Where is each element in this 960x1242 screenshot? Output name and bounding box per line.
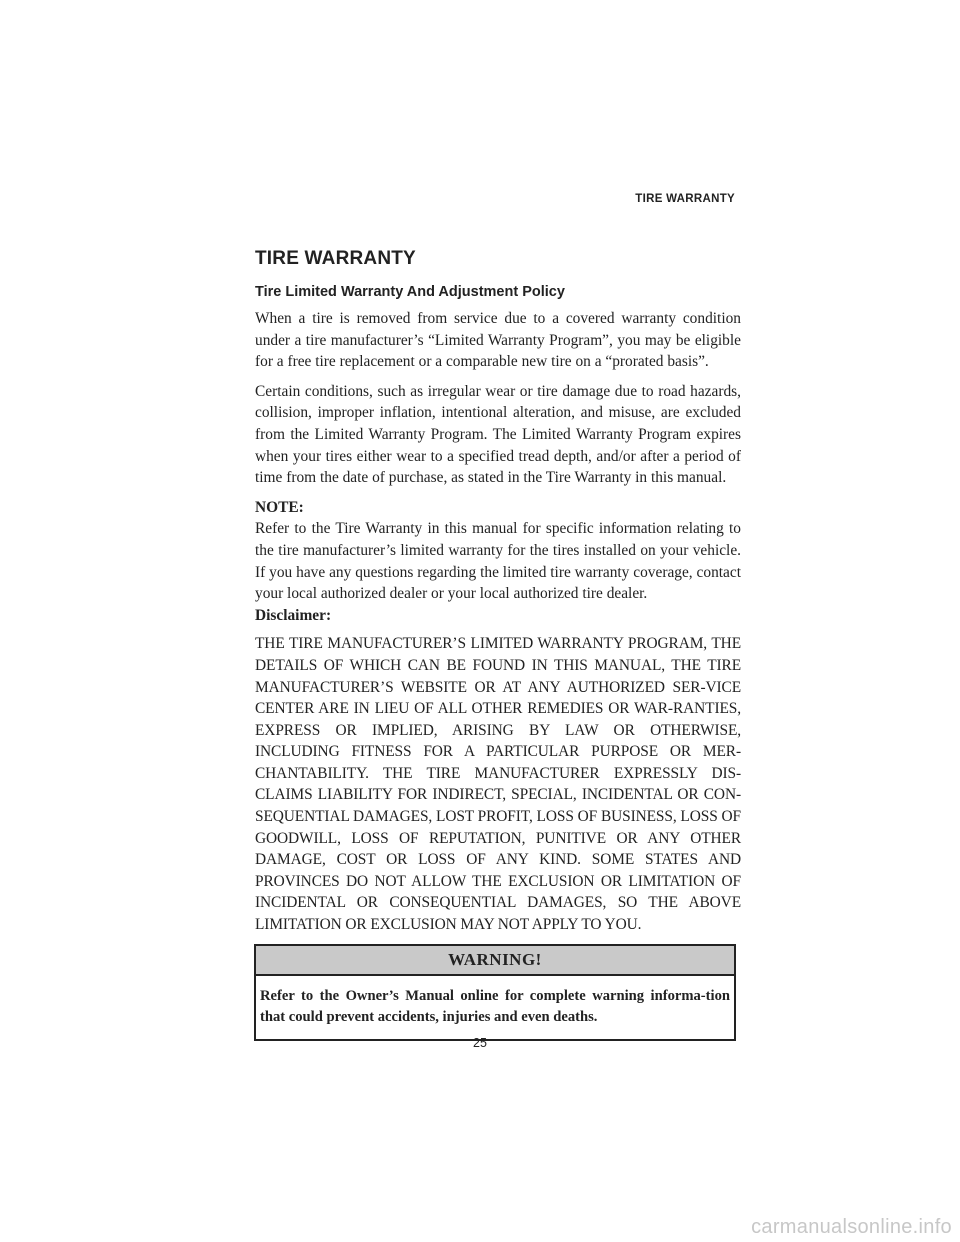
disclaimer-label: Disclaimer: [255, 606, 332, 624]
running-header: TIRE WARRANTY [635, 193, 735, 205]
disclaimer-text: THE TIRE MANUFACTURER’S LIMITED WARRANTY PROGRAM, THE DETAILS OF WHICH CAN BE FOUND IN THIS MANUAL, THE TIRE MANUFACTURER’S WEBSITE OR AT ANY AUTHORIZED SER-VICE CENTER ARE IN LIEU OF ALL OTHER REMEDIES OR WAR-RANTIES, EXPRESS OR IMPLIED, ARISING BY LAW OR OTHERWISE, INCLUDING FITNESS FOR A PARTICULAR PURPOSE OR MER-CHANTABILITY. THE TIRE MANUFACTURER EXPRESSLY DIS-CLAIMS LIABILITY FOR INDIRECT, SPECIAL, INCIDENTAL OR CON-SEQUENTIAL DAMAGES, LOST PROFIT, LOSS OF BUSINESS, LOSS OF GOODWILL, LOSS OF REPUTATION, PUNITIVE OR ANY OTHER DAMAGE, COST OR LOSS OF ANY KIND. SOME STATES AND PROVINCES DO NOT ALLOW THE EXCLUSION OR LIMITATION OF INCIDENTAL OR CONSEQUENTIAL DAMAGES, SO THE ABOVE LIMITATION OR EXCLUSION MAY NOT APPLY TO YOU. [255, 635, 741, 934]
note-label: NOTE: [255, 498, 304, 516]
subsection-title: Tire Limited Warranty And Adjustment Policy [255, 284, 565, 300]
warning-title: WARNING! [256, 946, 734, 976]
intro-paragraph: When a tire is removed from service due to a covered warranty condition under a tire manufacturer’s “Limited Warranty Program”, you may be eligible for a free tire replacement or a comparable new tire on a “prorated basis”. [255, 310, 741, 371]
page-number: 25 [473, 1036, 487, 1050]
warning-box [254, 944, 736, 1041]
section-title: TIRE WARRANTY [255, 248, 416, 269]
page-content [255, 248, 741, 1041]
watermark: carmanualsonline.info [751, 1216, 952, 1238]
note-text: Refer to the Tire Warranty in this manual for specific information relating to the tire manufacturer’s limited warranty for the tires installed on your vehicle. If you have any questions regarding the limited tire warranty coverage, contact your local authorized dealer or your local authorized tire dealer. [255, 520, 741, 603]
warning-text: Refer to the Owner’s Manual online for complete warning informa-tion that could prevent accidents, injuries and even deaths. [260, 987, 730, 1026]
exclusions-paragraph: Certain conditions, such as irregular wear or tire damage due to road hazards, collision, improper inflation, intentional alteration, and misuse, are excluded from the Limited Warranty Program. The Limited Warranty Program expires when your tires either wear to a specified tread depth, and/or after a period of time from the date of purchase, as stated in the Tire Warranty in this manual. [255, 382, 741, 487]
